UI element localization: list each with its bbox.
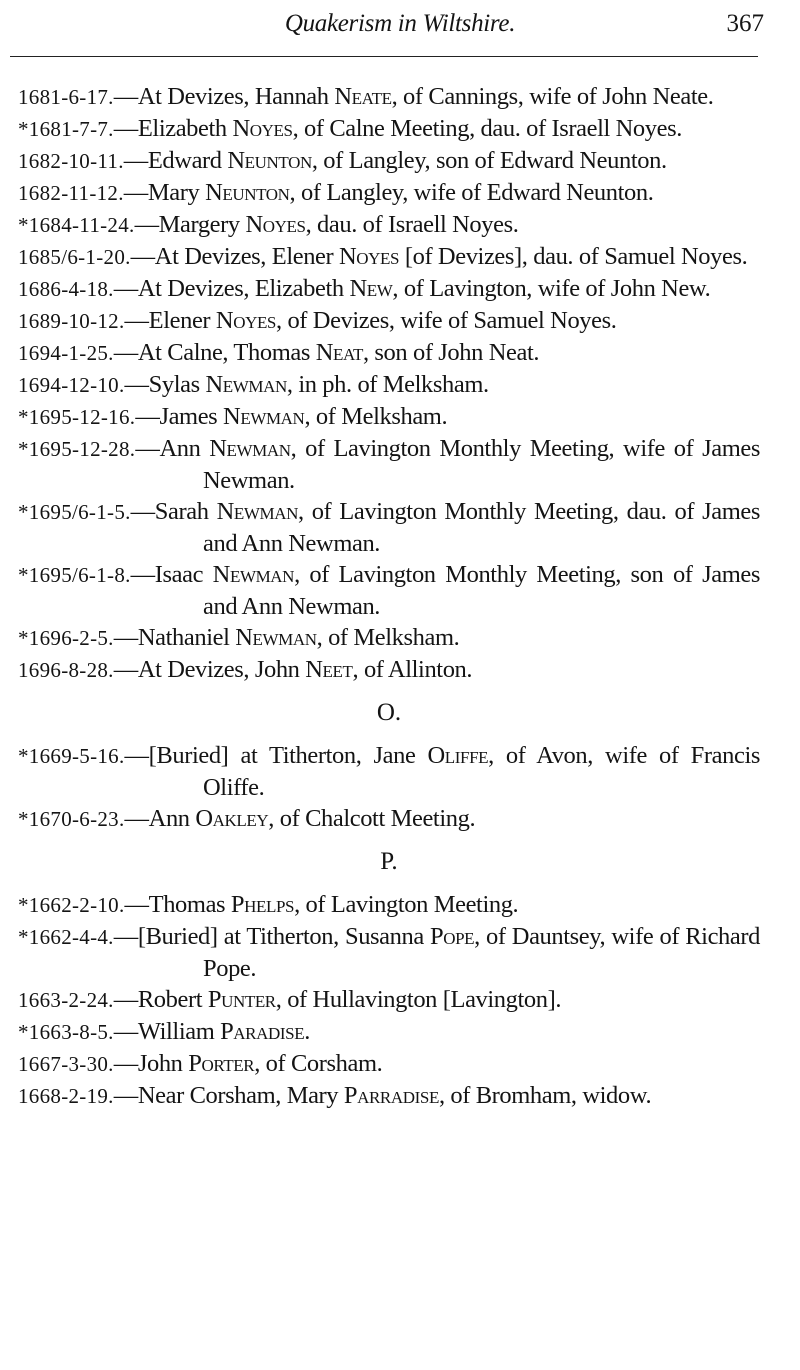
entry-date: 1686-4-18. — [18, 277, 114, 301]
entry-surname: Parradise — [343, 1082, 439, 1109]
entry-text: —At Devizes, John — [113, 656, 306, 683]
entry-surname: Neunton — [205, 179, 290, 206]
register-entry — [18, 740, 760, 803]
entry-text: —At Calne, Thomas — [113, 339, 316, 366]
register-entry — [18, 921, 760, 984]
entry-text: , of Langley, son of Edward Neunton. — [311, 147, 667, 174]
page-number: 367 — [726, 10, 764, 37]
register-entry — [18, 1080, 760, 1112]
entry-text: —At Devizes, Hannah — [113, 83, 335, 110]
entry-text: . — [304, 1018, 310, 1045]
entry-text: , of Devizes, wife of Samuel Noyes. — [276, 307, 617, 334]
register-entry — [18, 654, 760, 686]
register-entry — [18, 433, 760, 496]
entry-date: *1669-5-16. — [18, 744, 125, 768]
entry-text: —Thomas — [124, 891, 231, 918]
entry-surname: Neet — [305, 656, 353, 683]
entry-date: *1695/6-1-8. — [18, 563, 131, 587]
entry-surname: Noyes — [339, 243, 400, 270]
entry-surname: Newman — [212, 561, 295, 588]
register-entry — [18, 177, 760, 209]
entry-text: —James — [135, 403, 224, 430]
entry-surname: Noyes — [232, 115, 293, 142]
entry-text: , of Corsham. — [254, 1050, 383, 1077]
entry-text: —Isaac — [130, 561, 213, 588]
entry-text: —At Devizes, Elizabeth — [113, 275, 350, 302]
entry-date: 1685/6-1-20. — [18, 245, 131, 269]
entry-surname: Newman — [205, 371, 287, 398]
register-entry — [18, 81, 760, 113]
entry-surname: Porter — [188, 1050, 255, 1077]
entry-text: , of Chalcott Meeting. — [268, 805, 476, 832]
entry-date: 1668-2-19. — [18, 1084, 114, 1108]
entry-text: —Elener — [124, 307, 216, 334]
entry-date: 1681-6-17. — [18, 85, 114, 109]
entry-date: *1695/6-1-5. — [18, 500, 131, 524]
entry-text: —Sylas — [124, 371, 206, 398]
entry-surname: Pope — [429, 923, 475, 950]
entry-text: —Ann — [135, 435, 210, 462]
entry-date: 1689-10-12. — [18, 309, 125, 333]
entry-text: —John — [113, 1050, 189, 1077]
entry-text: , in ph. of Melksham. — [286, 371, 489, 398]
entry-text: , of Melksham. — [304, 403, 448, 430]
entry-surname: Oakley — [195, 805, 269, 832]
entry-text: —Elizabeth — [113, 115, 233, 142]
register-entry — [18, 1016, 760, 1048]
entry-surname: Newman — [235, 624, 317, 651]
entry-text: —Edward — [123, 147, 228, 174]
entry-date: 1694-12-10. — [18, 373, 125, 397]
entry-text: —Robert — [113, 986, 208, 1013]
register-entry — [18, 305, 760, 337]
entry-text: , of Avon, wife of Francis Oliffe. — [203, 742, 760, 801]
entry-text: , of Bromham, widow. — [438, 1082, 652, 1109]
entry-date: *1662-2-10. — [18, 893, 125, 917]
entry-date: *1696-2-5. — [18, 626, 114, 650]
entry-text: , of Lavington Monthly Meeting, wife of James Newman. — [203, 435, 760, 494]
entry-surname: Neate — [334, 83, 392, 110]
register-entry — [18, 273, 760, 305]
entry-text: , of Langley, wife of Edward Neunton. — [289, 179, 654, 206]
entry-text: , of Lavington Monthly Meeting, dau. of James and Ann Newman. — [203, 498, 760, 557]
header-rule — [10, 56, 758, 57]
entry-text: —Mary — [123, 179, 206, 206]
entry-text: —At Devizes, Elener — [130, 243, 340, 270]
entry-text: , dau. of Israell Noyes. — [305, 211, 519, 238]
running-title: Quakerism in Wiltshire. — [284, 10, 516, 37]
entry-text: —[Buried] at Titherton, Jane — [124, 742, 428, 769]
register-entry — [18, 984, 760, 1016]
entry-date: *1684-11-24. — [18, 213, 135, 237]
entry-surname: Oliffe — [427, 742, 489, 769]
entry-date: *1663-8-5. — [18, 1020, 114, 1044]
entry-text: —Sarah — [130, 498, 217, 525]
entry-text: —Near Corsham, Mary — [113, 1082, 344, 1109]
entry-surname: Newman — [223, 403, 305, 430]
register-entry — [18, 113, 760, 145]
entry-date: *1695-12-28. — [18, 437, 136, 461]
entry-date: 1667-3-30. — [18, 1052, 114, 1076]
burial-register-list — [18, 81, 760, 1112]
entry-surname: Noyes — [215, 307, 276, 334]
entry-text: , of Allinton. — [352, 656, 473, 683]
entry-surname: Newman — [209, 435, 291, 462]
section-heading: P. — [380, 848, 398, 875]
entry-surname: Neat — [315, 339, 363, 366]
entry-text: , of Lavington Monthly Meeting, son of James and Ann Newman. — [203, 561, 760, 620]
register-entry — [18, 337, 760, 369]
entry-text: , of Melksham. — [316, 624, 460, 651]
entry-text: —Margery — [134, 211, 246, 238]
register-entry — [18, 369, 760, 401]
entry-surname: Newman — [216, 498, 298, 525]
entry-date: 1663-2-24. — [18, 988, 114, 1012]
entry-text: , son of John Neat. — [362, 339, 540, 366]
entry-text: , of Hullavington [Lavington]. — [275, 986, 562, 1013]
register-entry — [18, 241, 760, 273]
entry-text: —Ann — [124, 805, 196, 832]
entry-surname: Punter — [207, 986, 276, 1013]
entry-text: , of Calne Meeting, dau. of Israell Noyes. — [292, 115, 682, 142]
register-entry — [18, 622, 760, 654]
register-entry — [18, 559, 760, 622]
section-heading: O. — [376, 699, 402, 726]
register-entry — [18, 145, 760, 177]
entry-date: 1682-10-11. — [18, 149, 124, 173]
page-header — [0, 8, 800, 48]
entry-text: , of Lavington, wife of John New. — [392, 275, 711, 302]
entry-text: , of Lavington Meeting. — [294, 891, 519, 918]
entry-text: —[Buried] at Titherton, Susanna — [113, 923, 430, 950]
entry-date: *1662-4-4. — [18, 925, 114, 949]
entry-text: [of Devizes], dau. of Samuel Noyes. — [399, 243, 748, 270]
entry-text: —Nathaniel — [113, 624, 236, 651]
entry-surname: Phelps — [230, 891, 295, 918]
register-entry — [18, 889, 760, 921]
register-entry — [18, 209, 760, 241]
register-entry — [18, 1048, 760, 1080]
entry-text: , of Cannings, wife of John Neate. — [391, 83, 714, 110]
register-entry — [18, 401, 760, 433]
entry-text: —William — [113, 1018, 221, 1045]
entry-date: 1682-11-12. — [18, 181, 124, 205]
entry-surname: New — [349, 275, 393, 302]
register-entry — [18, 803, 760, 835]
entry-date: 1696-8-28. — [18, 658, 114, 682]
entry-surname: Paradise — [220, 1018, 305, 1045]
entry-date: *1695-12-16. — [18, 405, 136, 429]
entry-text: , of Dauntsey, wife of Richard Pope. — [203, 923, 760, 982]
entry-surname: Noyes — [245, 211, 306, 238]
register-entry — [18, 496, 760, 559]
entry-date: 1694-1-25. — [18, 341, 114, 365]
entry-date: *1681-7-7. — [18, 117, 114, 141]
entry-surname: Neunton — [227, 147, 312, 174]
entry-date: *1670-6-23. — [18, 807, 125, 831]
